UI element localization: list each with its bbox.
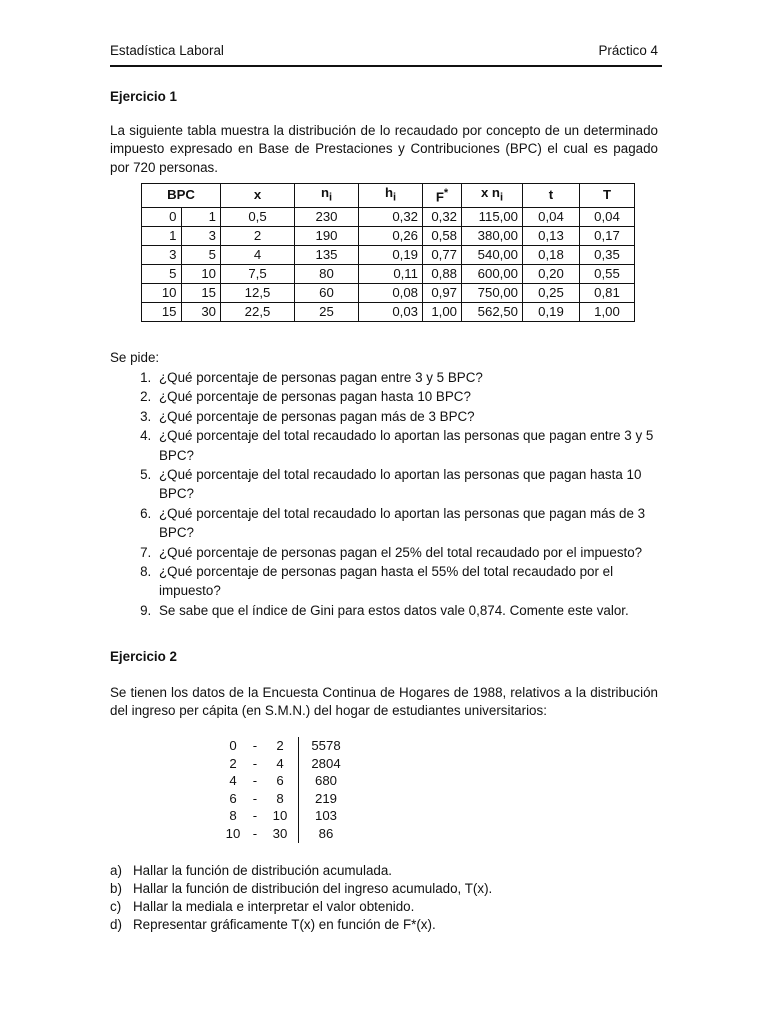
table-cell: 750,00 [462,283,523,302]
col-header-T: T [580,184,635,208]
ejercicio1-table [141,183,635,322]
table-cell: 0,13 [523,226,580,245]
table-cell: 5 [142,264,182,283]
table-cell: 0 [142,207,182,226]
table-cell: 60 [295,283,359,302]
table-cell: 3 [181,226,221,245]
question-item: 7. ¿Qué porcentaje de personas pagan el 25% del total recaudado por el impuesto? [155,543,661,562]
table-cell: 8 [276,790,284,806]
table-cell: 2 [276,738,284,753]
table-cell: 12,5 [221,283,295,302]
table-row [218,825,346,843]
table-cell: 0,18 [523,245,580,264]
table-cell: 562,50 [462,302,523,321]
table-row [218,807,346,825]
item-text: Hallar la función de distribución acumulada. [133,863,393,878]
table-cell: 0 [229,738,237,753]
col-header-ni: $n_i$ [295,184,359,208]
table-cell: 30 [181,302,221,321]
header-practice-number: Práctico 4 [598,43,658,58]
table-row [142,283,635,302]
table-cell: 15 [181,283,221,302]
table-cell: 7,5 [221,264,295,283]
table-header-row [142,184,635,208]
col-header-x-ni: x $n_i$ [462,184,523,208]
question-item: 5. ¿Qué porcentaje del total recaudado lo aportan las personas que pagan hasta 10 BPC? [155,465,661,504]
exercise-item [110,916,492,934]
table-row [142,226,635,245]
table-cell: 5578 [299,737,347,755]
ejercicio1-heading: Ejercicio 1 [110,89,177,104]
table-cell: 1 [142,226,182,245]
table-cell: 10 [142,283,182,302]
table-row [142,302,635,321]
table-cell: 6 [276,773,284,789]
table-cell: 0,20 [523,264,580,283]
table-cell: - [252,755,258,771]
table-cell: 86 [299,825,347,843]
table-cell: 4 [221,245,295,264]
table-cell: 10 [181,264,221,283]
table-cell: 2 [229,755,237,771]
table-cell: 230 [295,207,359,226]
table-cell: - [252,825,258,841]
table-cell: 0,03 [359,302,423,321]
table-row [142,264,635,283]
question-item: 4. ¿Qué porcentaje del total recaudado lo aportan las personas que pagan entre 3 y 5 BPC? [155,426,661,465]
question-item: 2. ¿Qué porcentaje de personas pagan hasta 10 BPC? [155,387,661,406]
question-item: 8. ¿Qué porcentaje de personas pagan hasta el 55% del total recaudado por el impuesto? [155,562,661,601]
table-row [218,755,346,773]
table-cell: 115,00 [462,207,523,226]
header-course-title: Estadística Laboral [110,43,224,58]
exercise-item [110,862,492,880]
table-cell: 0,5 [221,207,295,226]
table-cell: - [252,808,258,824]
table-cell: 4 [276,755,284,771]
ejercicio2-table [218,737,346,843]
question-item: 9. Se sabe que el índice de Gini para estos datos vale 0,874. Comente este valor. [155,601,661,620]
table-cell: 2 [221,226,295,245]
item-text: Hallar la mediala e interpretar el valor obtenido. [133,899,415,914]
table-cell: 80 [295,264,359,283]
table-cell: 135 [295,245,359,264]
table-cell: 190 [295,226,359,245]
col-header-hi: $h_i$ [359,184,423,208]
table-cell: 8 [229,808,237,824]
table-cell: 380,00 [462,226,523,245]
header-divider [110,65,662,67]
question-item: 6. ¿Qué porcentaje del total recaudado lo aportan las personas que pagan más de 3 BPC? [155,504,661,543]
table-cell: 219 [299,790,347,808]
table-cell: 6 [229,790,237,806]
table-cell: 0,11 [359,264,423,283]
table-cell: 2804 [299,755,347,773]
table-cell: 1,00 [580,302,635,321]
table-cell: 25 [295,302,359,321]
table-cell: 22,5 [221,302,295,321]
table-row [218,790,346,808]
exercise-item [110,880,492,898]
col-header-bpc: BPC [142,184,221,208]
questions-list [110,368,661,620]
table-cell: 15 [142,302,182,321]
table-cell: - [252,773,258,789]
table-cell: 0,04 [580,207,635,226]
col-header-t: t [523,184,580,208]
item-letter: c) [110,899,122,914]
table-cell: - [252,738,258,753]
col-header-x: x [221,184,295,208]
table-cell: 1 [181,207,221,226]
table-cell: 0,25 [523,283,580,302]
table-cell: 0,04 [523,207,580,226]
table-cell: 5 [181,245,221,264]
col-header-f-star: F* [423,184,462,208]
table-cell: 0,55 [580,264,635,283]
table-row [218,772,346,790]
table-cell: 600,00 [462,264,523,283]
exercise-item [110,898,492,916]
table-cell: 1,00 [423,302,462,321]
item-text: Representar gráficamente T(x) en función de F*(x). [133,917,436,932]
table-row [142,245,635,264]
table-cell: 103 [299,807,347,825]
table-cell: 0,17 [580,226,635,245]
table-cell: 540,00 [462,245,523,264]
table-cell: 0,32 [423,207,462,226]
table-cell: 10 [225,825,241,841]
table-cell: 0,58 [423,226,462,245]
table-row [142,207,635,226]
table-cell: 4 [229,773,237,789]
table-cell: 0,32 [359,207,423,226]
ejercicio1-intro: La siguiente tabla muestra la distribución de lo recaudado por concepto de un determinado impuesto expresado en Base de Prestaciones y Contribuciones (BPC) el cual es pagado por 720 personas. [110,123,658,175]
table-cell: 0,77 [423,245,462,264]
table-cell: 30 [272,825,288,841]
ejercicio2-intro: Se tienen los datos de la Encuesta Continua de Hogares de 1988, relativos a la distribución del ingreso per cápita (en S.M.N.) del hogar de estudiantes universitarios: [110,685,658,719]
item-letter: a) [110,863,122,878]
item-letter: d) [110,917,122,932]
table-cell: 0,88 [423,264,462,283]
ejercicio2-heading: Ejercicio 2 [110,649,177,664]
table-cell: - [252,790,258,806]
item-letter: b) [110,881,122,896]
table-cell: 3 [142,245,182,264]
table-cell: 0,26 [359,226,423,245]
table-cell: 10 [272,808,288,824]
item-text: Hallar la función de distribución del ingreso acumulado, T(x). [133,881,493,896]
table-cell: 0,08 [359,283,423,302]
question-item: 3. ¿Qué porcentaje de personas pagan más de 3 BPC? [155,407,661,426]
table-cell: 680 [299,772,347,790]
ejercicio2-items [110,862,492,934]
se-pide-label: Se pide: [110,350,160,365]
table-cell: 0,81 [580,283,635,302]
question-item: 1. ¿Qué porcentaje de personas pagan entre 3 y 5 BPC? [155,368,661,387]
table-cell: 0,19 [523,302,580,321]
table-row [218,737,346,755]
table-cell: 0,97 [423,283,462,302]
table-cell: 0,19 [359,245,423,264]
table-cell: 0,35 [580,245,635,264]
